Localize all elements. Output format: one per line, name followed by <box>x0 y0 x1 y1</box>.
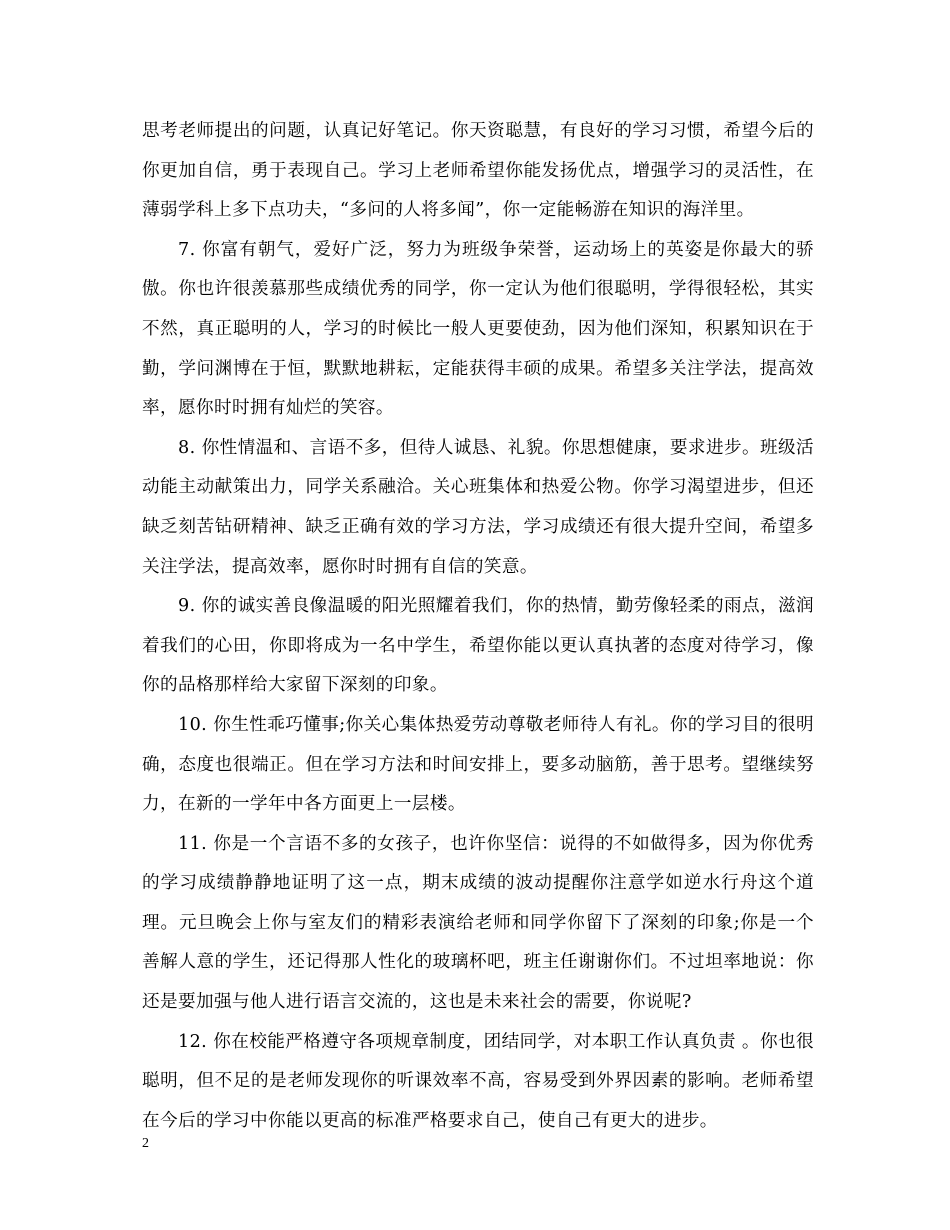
paragraph-comment-12: 12. 你在校能严格遵守各项规章制度，团结同学，对本职工作认真负责 。你也很聪明，但不足的是老师发现你的听课效率不高，容易受到外界因素的影响。老师希望在今后的学习中你能以更高的标准严格要求自己，使自己有更大的进步。 <box>142 1031 814 1131</box>
paragraph-comment-7: 7. 你富有朝气，爱好广泛，努力为班级争荣誉，运动场上的英姿是你最大的骄傲。你也许很羡慕那些成绩优秀的同学，你一定认为他们很聪明，学得很轻松，其实不然，真正聪明的人，学习的时候比一般人更要使劲，因为他们深知，积累知识在于勤，学问渊博在于恒，默默地耕耘，定能获得丰硕的成果。希望多关注学法，提高效率，愿你时时拥有灿烂的笑容。 <box>142 239 814 419</box>
document-body <box>142 112 814 1141</box>
paragraph-continuation: 思考老师提出的问题，认真记好笔记。你天资聪慧，有良好的学习习惯，希望今后的你更加自信，勇于表现自己。学习上老师希望你能发扬优点，增强学习的灵活性，在薄弱学科上多下点功夫，“多问的人将多闻”，你一定能畅游在知识的海洋里。 <box>142 121 814 221</box>
paragraph-comment-11: 11. 你是一个言语不多的女孩子，也许你坚信：说得的不如做得多，因为你优秀的学习成绩静静地证明了这一点，期末成绩的波动提醒你注意学如逆水行舟这个道理。元旦晚会上你与室友们的精彩表演给老师和同学你留下了深刻的印象;你是一个善解人意的学生，还记得那人性化的玻璃杯吧，班主任谢谢你们。不过坦率地说：你还是要加强与他人进行语言交流的，这也是未来社会的需要，你说呢? <box>142 833 814 1013</box>
page-number: 2 <box>142 1136 149 1151</box>
paragraph-comment-10: 10. 你生性乖巧懂事;你关心集体热爱劳动尊敬老师待人有礼。你的学习目的很明确，态度也很端正。但在学习方法和时间安排上，要多动脑筋，善于思考。望继续努力，在新的一学年中各方面更上一层楼。 <box>142 714 814 815</box>
paragraph-comment-8: 8. 你性情温和、言语不多，但待人诚恳、礼貌。你思想健康，要求进步。班级活动能主动献策出力，同学关系融洽。关心班集体和热爱公物。你学习渴望进步，但还缺乏刻苦钻研精神、缺乏正确有效的学习方法，学习成绩还有很大提升空间，希望多关注学法，提高效率，愿你时时拥有自信的笑意。 <box>142 437 814 577</box>
paragraph-comment-9: 9. 你的诚实善良像温暖的阳光照耀着我们，你的热情，勤劳像轻柔的雨点，滋润着我们的心田，你即将成为一名中学生，希望你能以更认真执著的态度对待学习，像你的品格那样给大家留下深刻的印象。 <box>142 596 814 696</box>
